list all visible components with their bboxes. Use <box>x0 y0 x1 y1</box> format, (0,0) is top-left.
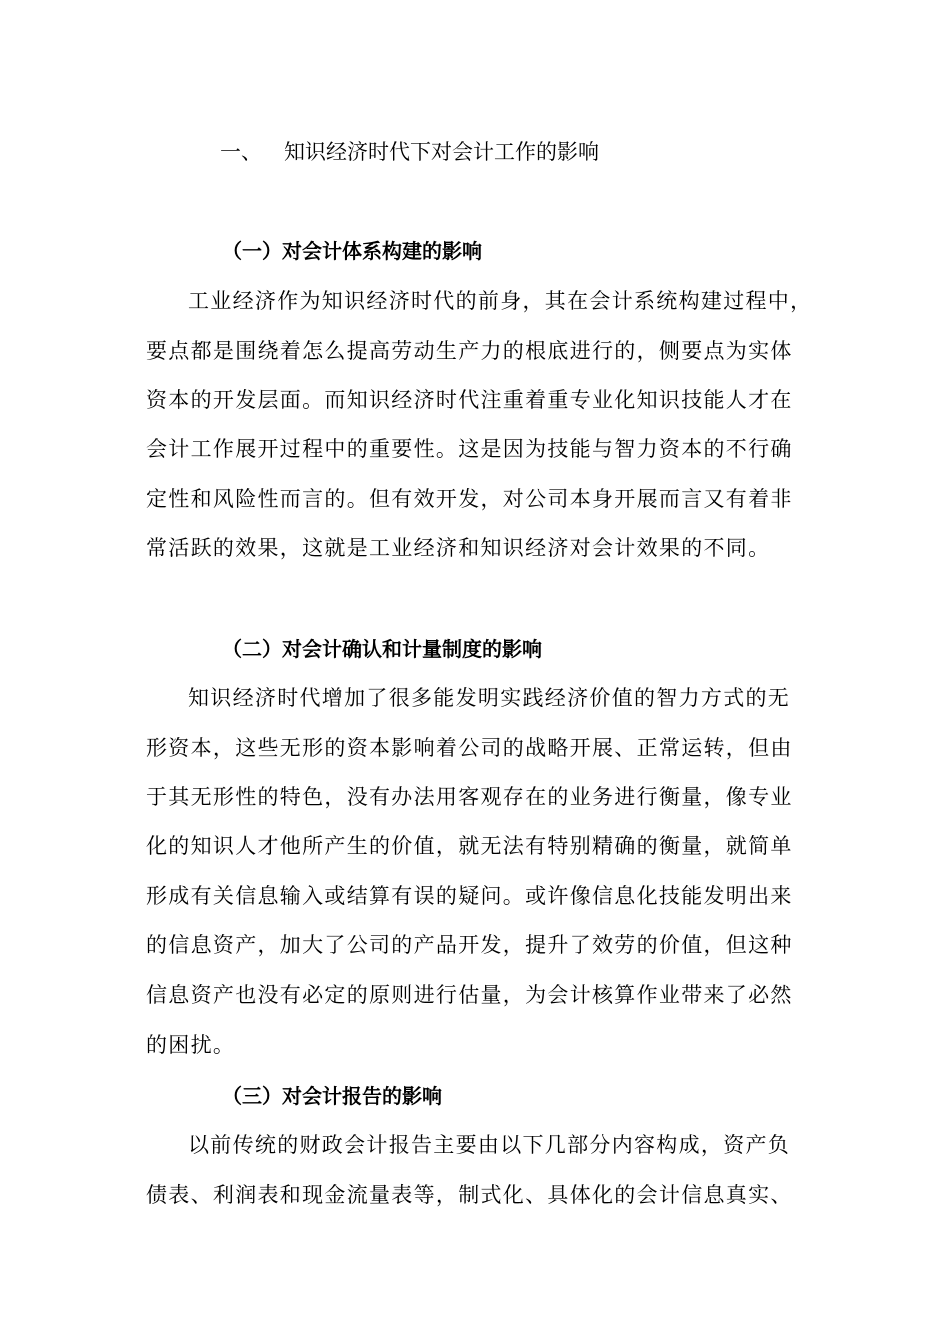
paragraph-line: 形成有关信息输入或结算有误的疑问。或许像信息化技能发明出来 <box>146 884 793 908</box>
paragraph-line: 债表、利润表和现金流量表等，制式化、具体化的会计信息真实、 <box>146 1183 793 1207</box>
paragraph-line: 以前传统的财政会计报告主要由以下几部分内容构成，资产负 <box>188 1133 791 1157</box>
section-heading-2: （二）对会计确认和计量制度的影响 <box>222 637 542 661</box>
paragraph-line: 知识经济时代增加了很多能发明实践经济价值的智力方式的无 <box>188 686 791 710</box>
paragraph-line: 形资本，这些无形的资本影响着公司的战略开展、正常运转，但由 <box>146 736 793 760</box>
paragraph-line: 常活跃的效果，这就是工业经济和知识经济对会计效果的不同。 <box>146 536 771 560</box>
main-heading-number: 一、 <box>220 140 262 164</box>
paragraph-line: 要点都是围绕着怎么提高劳动生产力的根底进行的，侧要点为实体 <box>146 339 793 363</box>
paragraph-line: 的信息资产，加大了公司的产品开发，提升了效劳的价值，但这种 <box>146 933 793 957</box>
paragraph-line: 的困扰。 <box>146 1033 236 1057</box>
main-heading-title: 知识经济时代下对会计工作的影响 <box>284 140 599 164</box>
paragraph-line: 资本的开发层面。而知识经济时代注重着重专业化知识技能人才在 <box>146 388 793 412</box>
main-heading <box>220 137 599 167</box>
section-heading-3: （三）对会计报告的影响 <box>222 1084 442 1108</box>
paragraph-line: 定性和风险性而言的。但有效开发，对公司本身开展而言又有着非 <box>146 487 793 511</box>
paragraph-line: 化的知识人才他所产生的价值，就无法有特别精确的衡量，就简单 <box>146 834 793 858</box>
paragraph-line: 信息资产也没有必定的原则进行估量，为会计核算作业带来了必然 <box>146 983 793 1007</box>
paragraph-line: 于其无形性的特色，没有办法用客观存在的业务进行衡量，像专业 <box>146 785 793 809</box>
paragraph-line: 工业经济作为知识经济时代的前身，其在会计系统构建过程中， <box>188 289 813 313</box>
paragraph-line: 会计工作展开过程中的重要性。这是因为技能与智力资本的不行确 <box>146 437 793 461</box>
section-heading-1: （一）对会计体系构建的影响 <box>222 239 482 263</box>
